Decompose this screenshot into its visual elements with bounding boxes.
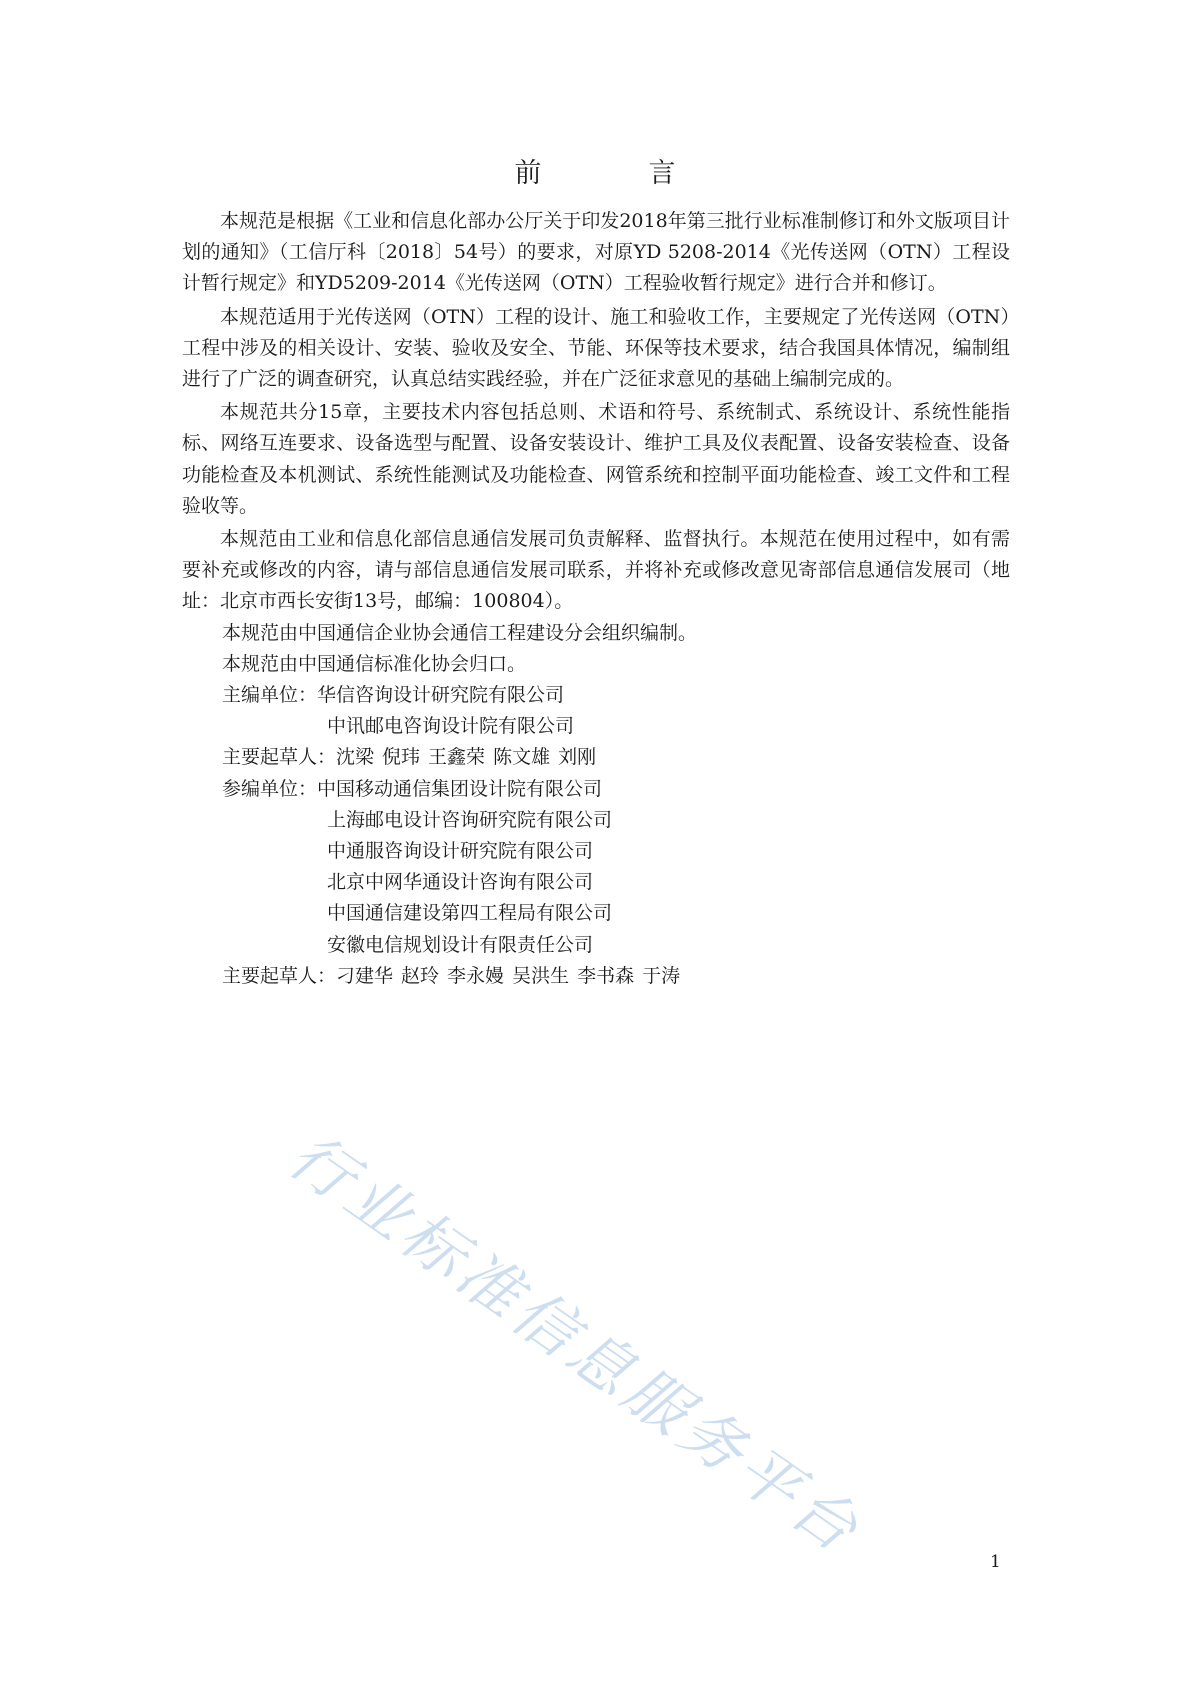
chief-unit-line — [182, 680, 1010, 711]
organizer-line: 本规范由中国通信企业协会通信工程建设分会组织编制。 — [222, 621, 698, 644]
drafters-line — [182, 742, 1010, 773]
participant-unit-name: 中国通信建设第四工程局有限公司 — [327, 902, 613, 925]
drafter-name: 李永嫚 — [447, 964, 505, 987]
drafter-name: 倪玮 — [382, 746, 421, 769]
page-title: 前 言 — [514, 158, 716, 189]
drafter-name: 陈文雄 — [493, 746, 551, 769]
drafter-name: 李书森 — [577, 964, 635, 987]
participant-unit-line — [182, 774, 1010, 805]
participant-unit-name: 中国移动通信集团设计院有限公司 — [317, 777, 603, 800]
drafter-name: 刘刚 — [558, 746, 597, 769]
drafters-label: 主要起草人： — [222, 964, 337, 987]
drafter-name: 沈梁 — [336, 746, 375, 769]
administrator-line: 本规范由中国通信标准化协会归口。 — [222, 652, 527, 675]
paragraph-scope: 本规范适用于光传送网（OTN）工程的设计、施工和验收工作，主要规定了光传送网（OTN）工程中涉及的相关设计、安装、验收及安全、节能、环保等技术要求，结合我国具体情况，编制组进行了广泛的调查研究，认真总结实践经验，并在广泛征求意见的基础上编制完成的。 — [182, 305, 1010, 391]
drafters-line — [182, 961, 1010, 992]
chief-unit-label: 主编单位： — [222, 684, 318, 707]
participant-unit-name: 中通服咨询设计研究院有限公司 — [327, 840, 594, 863]
foreword-body — [182, 206, 1010, 992]
chief-unit-name: 华信咨询设计研究院有限公司 — [317, 684, 565, 707]
participant-unit-name: 上海邮电设计咨询研究院有限公司 — [327, 808, 613, 831]
participant-unit-name: 北京中网华通设计咨询有限公司 — [327, 871, 594, 894]
paragraph-interpretation: 本规范由工业和信息化部信息通信发展司负责解释、监督执行。本规范在使用过程中，如有需要补充或修改的内容，请与部信息通信发展司联系，并将补充或修改意见寄部信息通信发展司（地址：北京市西长安街13号，邮编：100804）。 — [182, 528, 1010, 613]
drafter-name: 赵玲 — [401, 964, 440, 987]
participant-unit-name: 安徽电信规划设计有限责任公司 — [327, 933, 594, 956]
drafters-label: 主要起草人： — [222, 746, 337, 769]
paragraph-chapters: 本规范共分15章，主要技术内容包括总则、术语和符号、系统制式、系统设计、系统性能指标、网络互连要求、设备选型与配置、设备安装设计、维护工具及仪表配置、设备安装检查、设备功能检查及本机测试、系统性能测试及功能检查、网管系统和控制平面功能检查、竣工文件和工程验收等。 — [182, 401, 1010, 517]
page-number: 1 — [990, 1552, 1001, 1572]
drafter-name: 刁建华 — [336, 964, 394, 987]
drafter-name: 于涛 — [642, 964, 681, 987]
drafter-name: 王鑫荣 — [428, 746, 486, 769]
chief-unit-name: 中讯邮电咨询设计院有限公司 — [327, 715, 575, 738]
paragraph-basis: 本规范是根据《工业和信息化部办公厅关于印发2018年第三批行业标准制修订和外文版项目计划的通知》（工信厅科〔2018〕54号）的要求，对原YD 5208-2014《光传送网（OTN）工程设计暂行规定》和YD5209-2014《光传送网（OTN）工程验收暂行规定》进行合并和修订。 — [182, 210, 1010, 295]
watermark: 行业标准信息服务平台 — [276, 1118, 876, 1569]
participant-unit-label: 参编单位： — [222, 777, 318, 800]
drafter-name: 吴洪生 — [512, 964, 570, 987]
